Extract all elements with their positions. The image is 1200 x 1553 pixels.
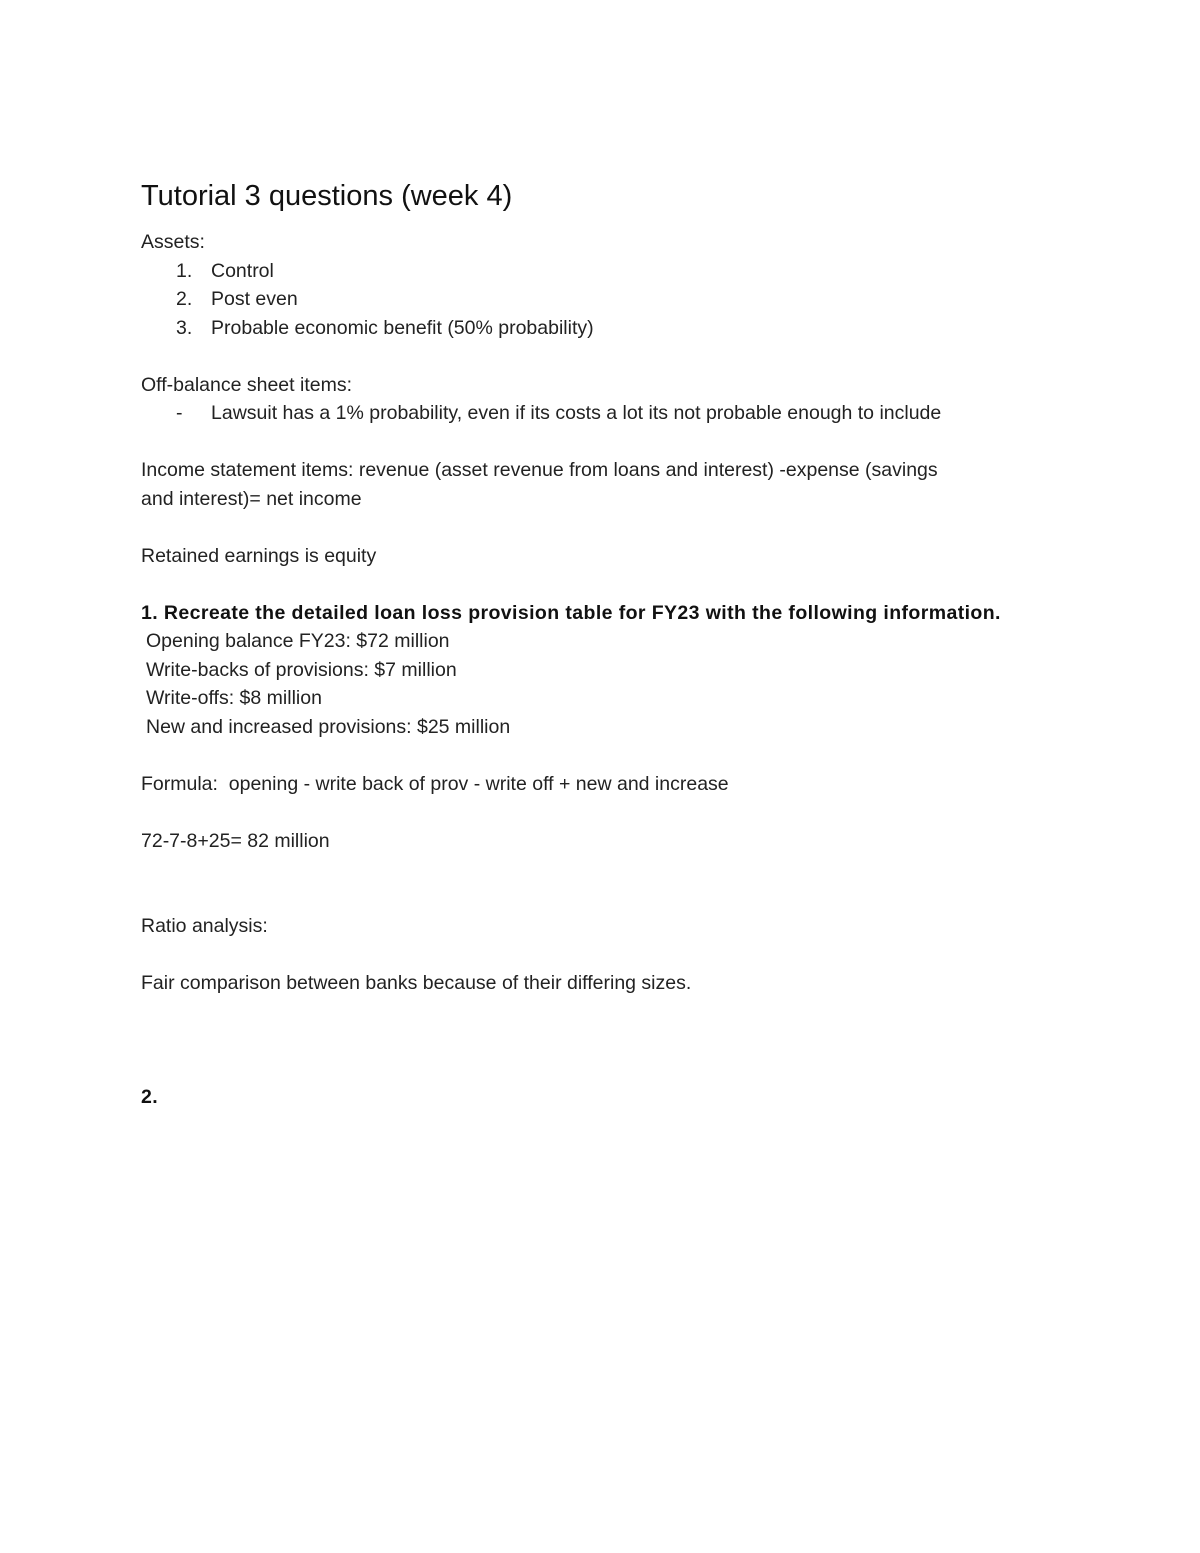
question-1-line: New and increased provisions: $25 million <box>146 715 511 738</box>
formula-line: Formula: opening - write back of prov - write off + new and increase <box>141 772 729 795</box>
list-item <box>141 399 1061 428</box>
list-item <box>141 314 1061 343</box>
list-marker: - <box>176 402 183 424</box>
list-marker: 2. <box>176 288 193 310</box>
retained-earnings-line: Retained earnings is equity <box>141 544 377 567</box>
question-1-line: Write-offs: $8 million <box>146 687 322 709</box>
list-item <box>141 257 1061 286</box>
spacer <box>141 855 1061 912</box>
spacer <box>141 941 1061 970</box>
list-item-text: Control <box>211 259 274 282</box>
question-2-heading: 2. <box>141 1086 159 1108</box>
off-balance-heading: Off-balance sheet items: <box>141 373 352 396</box>
list-item-text: Probable economic benefit (50% probability) <box>211 316 594 339</box>
ratio-analysis-heading: Ratio analysis: <box>141 915 268 937</box>
spacer <box>141 428 1061 457</box>
document-title: Tutorial 3 questions (week 4) <box>141 180 513 212</box>
spacer <box>141 998 1061 1084</box>
spacer <box>141 342 1061 371</box>
assets-heading: Assets: <box>141 231 205 253</box>
assets-list <box>141 257 1061 343</box>
question-1-line: Opening balance FY23: $72 million <box>146 630 450 652</box>
list-item-text: Lawsuit has a 1% probability, even if its costs a lot its not probable enough to include <box>211 402 942 424</box>
ratio-analysis-text: Fair comparison between banks because of their differing sizes. <box>141 972 692 994</box>
spacer <box>141 798 1061 827</box>
income-statement-line: and interest)= net income <box>141 487 362 510</box>
income-statement-line: Income statement items: revenue (asset revenue from loans and interest) -expense (savings <box>141 459 938 481</box>
list-marker: 3. <box>176 316 193 339</box>
list-item <box>141 285 1061 314</box>
question-1-heading: 1. Recreate the detailed loan loss provision table for FY23 with the following information. <box>141 601 1001 624</box>
off-balance-list <box>141 399 1061 428</box>
list-item-text: Post even <box>211 288 298 310</box>
spacer <box>141 570 1061 599</box>
spacer <box>141 741 1061 770</box>
spacer <box>141 513 1061 542</box>
document-body <box>141 174 1061 1112</box>
list-marker: 1. <box>176 259 193 282</box>
calculation-line: 72-7-8+25= 82 million <box>141 829 330 852</box>
question-1-line: Write-backs of provisions: $7 million <box>146 658 457 681</box>
